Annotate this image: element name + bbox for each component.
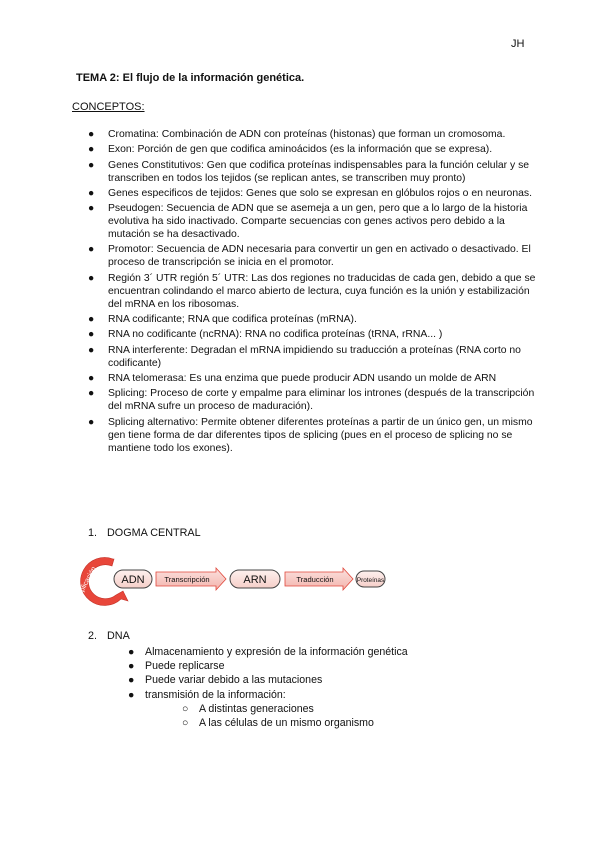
bullet-icon: ●	[88, 203, 95, 215]
bullet-icon: ●	[88, 129, 95, 140]
concept-text: Genes Constitutivos: Gen que codifica proteínas indispensables para la función celular y se transcriben en todos los tejidos (se replican antes, se transcriben muy pronto)	[108, 159, 530, 184]
concept-text: RNA codificante; RNA que codifica proteínas (mRNA).	[108, 314, 357, 326]
list-item	[88, 372, 538, 385]
bullet-icon: ●	[88, 314, 95, 326]
concept-text: RNA interferente: Degradan el mRNA impidiendo su traducción a proteínas (RNA corto no codificante)	[108, 344, 521, 369]
dna-sublist	[145, 702, 448, 730]
dna-text: Puede replicarse	[145, 660, 225, 673]
bullet-icon: ●	[88, 372, 95, 384]
list-item	[88, 344, 538, 370]
section-dogma-central	[88, 527, 201, 539]
replication-label: Replicación	[74, 565, 98, 601]
bullet-icon: ●	[88, 272, 95, 284]
transcription-label: Transcripción	[164, 575, 210, 584]
bullet-icon: ●	[88, 187, 95, 199]
concept-text: Cromatina: Combinación de ADN con proteínas (histonas) que forman un cromosoma.	[108, 129, 506, 140]
list-item	[128, 688, 448, 731]
bullet-icon: ●	[88, 159, 95, 171]
list-item	[128, 659, 448, 673]
list-item	[88, 128, 538, 141]
section-title: DNA	[107, 630, 130, 642]
concept-text: Pseudogen: Secuencia de ADN que se asemeja a un gen, pero que a lo largo de la historia evolutiva ha sido inactivado. Comparte secuencias con genes activos pero debido a la mutación se ha desactivado.	[108, 203, 528, 241]
bullet-icon: ●	[88, 344, 95, 356]
concept-text: Splicing: Proceso de corte y empalme para eliminar los intrones (después de la transcripción del mRNA sufre un proceso de maduración).	[108, 388, 535, 413]
section-number: 2.	[88, 630, 98, 642]
dna-list	[128, 645, 448, 730]
dna-subtext: A distintas generaciones	[199, 702, 314, 715]
bullet-icon: ●	[88, 329, 95, 341]
list-item	[182, 716, 448, 730]
page-title: TEMA 2: El flujo de la información genética.	[76, 72, 305, 84]
section-title: DOGMA CENTRAL	[107, 527, 201, 539]
central-dogma-diagram	[66, 555, 386, 611]
adn-label: ADN	[121, 574, 145, 586]
bullet-icon: ●	[88, 388, 95, 400]
list-item	[88, 159, 538, 185]
bullet-icon: ●	[128, 674, 135, 687]
dna-text: Puede variar debido a las mutaciones	[145, 674, 323, 687]
bullet-icon: ●	[88, 144, 95, 156]
author-initials: JH	[511, 38, 525, 50]
list-item	[182, 702, 448, 716]
list-item	[88, 416, 538, 455]
circle-bullet-icon: ○	[182, 717, 189, 730]
list-item	[88, 143, 538, 156]
concept-text: Exon: Porción de gen que codifica aminoácidos (es la información que se expresa).	[108, 144, 493, 156]
bullet-icon: ●	[128, 688, 135, 701]
bullet-icon: ●	[88, 416, 95, 428]
dna-subtext: A las células de un mismo organismo	[199, 717, 374, 730]
list-item	[88, 187, 538, 200]
concept-text: RNA no codificante (ncRNA): RNA no codifica proteínas (tRNA, rRNA... )	[108, 329, 443, 341]
bullet-icon: ●	[128, 646, 135, 658]
list-item	[128, 673, 448, 687]
list-item	[88, 387, 538, 413]
translation-label: Traducción	[296, 575, 334, 584]
concept-text: Genes especificos de tejidos: Genes que solo se expresan en glóbulos rojos o en neuronas.	[108, 187, 532, 199]
dna-text: Almacenamiento y expresión de la información genética	[145, 646, 408, 658]
dna-text: transmisión de la información:	[145, 688, 286, 701]
circle-bullet-icon: ○	[182, 702, 189, 715]
proteins-label: Proteínas	[356, 577, 385, 584]
list-item	[88, 243, 538, 269]
concept-text: Promotor: Secuencia de ADN necesaria para convertir un gen en activado o desactivado. El proceso de transcripción se inicia en el promotor.	[108, 244, 531, 269]
bullet-icon: ●	[128, 660, 135, 673]
concept-text: RNA telomerasa: Es una enzima que puede producir ADN usando un molde de ARN	[108, 372, 497, 384]
section-number: 1.	[88, 527, 98, 539]
list-item	[128, 645, 448, 659]
bullet-icon: ●	[88, 244, 95, 256]
concept-text: Región 3´ UTR región 5´ UTR: Las dos regiones no traducidas de cada gen, debido a que se encuentran colindando el marco abierto de lectura, cuya función es la unión y estabilización del mRNA en los ribosomas.	[108, 272, 536, 310]
concept-text: Splicing alternativo: Permite obtener diferentes proteínas a partir de un único gen, un mismo gen tiene forma de dar diferentes tipos de splicing (pues en el proceso de splicing no se mantiene todo los exones).	[108, 416, 533, 454]
list-item	[88, 328, 538, 341]
concepts-list	[88, 128, 538, 457]
section-dna	[88, 630, 130, 642]
list-item	[88, 313, 538, 326]
list-item	[88, 202, 538, 241]
list-item	[88, 272, 538, 311]
arn-label: ARN	[243, 574, 267, 586]
concepts-heading: CONCEPTOS:	[72, 101, 145, 113]
